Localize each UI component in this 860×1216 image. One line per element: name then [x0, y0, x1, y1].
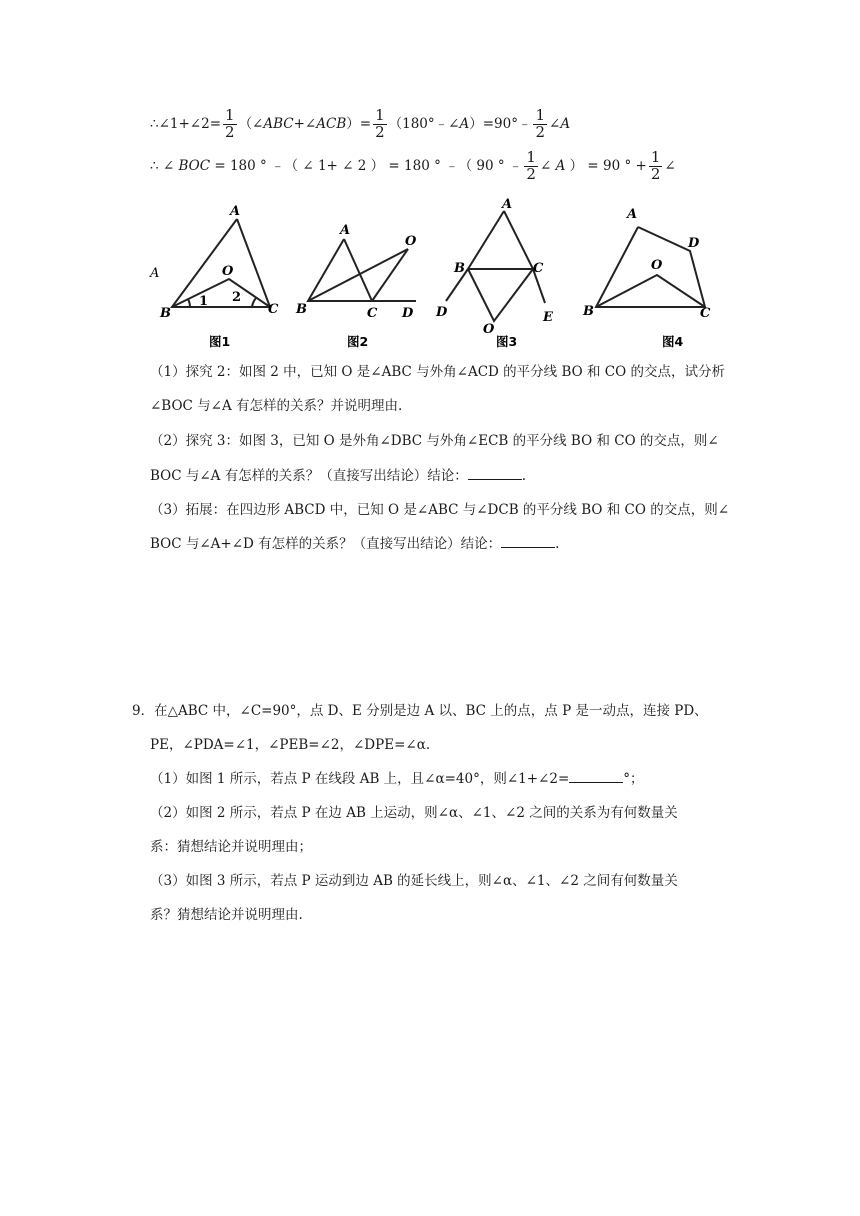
q8-part2-line1: （2）探究 3：如图 3，已知 O 是外角∠DBC 与外角∠ECB 的平分线 BO 和 CO 的交点，则∠ — [150, 433, 719, 449]
fig4-point-O: O — [651, 258, 663, 273]
derivation-var: BOC — [178, 157, 211, 174]
fig1-angle-1: 1 — [199, 294, 209, 309]
derivation-var: A — [459, 115, 470, 132]
q8-part2-line2 — [150, 464, 526, 484]
stray-label: A — [150, 266, 160, 281]
derivation-text: = 180 ° ﹣（ ∠ 1+ ∠ 2 ） = 180 ° ﹣（ 90 ° ﹣ — [210, 157, 523, 174]
derivation-text: ）=90°﹣ — [469, 115, 532, 132]
fig3-point-D: D — [436, 305, 448, 320]
fig4-caption: 图4 — [662, 334, 684, 349]
derivation-var: ACB — [316, 115, 347, 132]
fig1-point-B: B — [160, 306, 171, 321]
fraction — [533, 108, 547, 141]
fraction — [373, 108, 387, 141]
fig4-point-A: A — [627, 207, 638, 222]
fig4-point-C: C — [700, 306, 711, 321]
fraction-denominator: 2 — [375, 122, 385, 141]
derivation-line-1 — [150, 108, 570, 141]
fig1-point-C: C — [268, 302, 279, 317]
derivation-var: A — [560, 115, 571, 132]
fig2-point-A: A — [340, 223, 351, 238]
answer-blank[interactable] — [501, 535, 555, 548]
q9-line2: PE，∠PDA=∠1，∠PEB=∠2，∠DPE=∠α. — [150, 737, 431, 753]
derivation-var: ABC — [263, 115, 294, 132]
q8-part1-line2: ∠BOC 与∠A 有怎样的关系？并说明理由. — [150, 398, 403, 414]
derivation-text: ） = 90 ° + — [565, 157, 647, 174]
fraction-denominator: 2 — [650, 164, 661, 183]
fig2-point-B: B — [296, 302, 307, 317]
q8-part3-line2-text: BOC 与∠A+∠D 有怎样的关系？（直接写出结论）结论： — [150, 536, 502, 552]
figure-1 — [172, 219, 270, 307]
q8-part3-line2 — [150, 532, 559, 552]
fig3-point-O: O — [483, 322, 495, 337]
derivation-line-2 — [150, 150, 676, 183]
q9-sub3-line2: 系？猜想结论并说明理由. — [150, 907, 303, 923]
q9-sub1-text: （1）如图 1 所示，若点 P 在线段 AB 上，且∠α=40°，则∠1+∠2= — [150, 771, 570, 787]
derivation-text: ∴∠1+∠2= — [150, 115, 222, 132]
q9-sub1 — [150, 767, 644, 787]
q8-part1-line1: （1）探究 2：如图 2 中，已知 O 是∠ABC 与外角∠ACD 的平分线 BO 和 CO 的交点，试分析 — [150, 364, 725, 380]
fraction-numerator: 1 — [650, 148, 661, 166]
derivation-text: ∠ — [549, 115, 561, 132]
fig1-caption: 图1 — [209, 334, 231, 349]
fig4-point-B: B — [583, 304, 594, 319]
fraction-denominator: 2 — [535, 122, 545, 141]
derivation-text: ∠ — [664, 157, 676, 174]
derivation-text: +∠ — [293, 115, 317, 132]
derivation-var: A — [555, 157, 566, 174]
fraction-numerator: 1 — [535, 106, 545, 124]
fig3-point-E: E — [543, 310, 553, 325]
fraction-numerator: 1 — [225, 106, 235, 124]
derivation-text: ）= — [346, 115, 372, 132]
q8-part2-line2-text: BOC 与∠A 有怎样的关系？（直接写出结论）结论： — [150, 468, 468, 484]
fig2-point-C: C — [367, 306, 378, 321]
fig1-angle-2: 2 — [232, 290, 242, 305]
fig1-point-A: A — [230, 204, 241, 219]
derivation-text: ∠ — [539, 157, 556, 174]
fig1-point-O: O — [222, 264, 234, 279]
q9-sub3-line1: （3）如图 3 所示，若点 P 运动到边 AB 的延长线上，则∠α、∠1、∠2 之间有何数量关 — [150, 873, 678, 889]
q9-sub2-line1: （2）如图 2 所示，若点 P 在边 AB 上运动，则∠α、∠1、∠2 之间的关系为有何数量关 — [150, 805, 678, 821]
fraction-denominator: 2 — [225, 122, 235, 141]
fraction — [649, 150, 663, 183]
fig2-point-O: O — [405, 234, 417, 249]
fraction-denominator: 2 — [526, 164, 536, 183]
answer-blank[interactable] — [468, 467, 522, 480]
q9-sub1-end: °； — [623, 771, 644, 787]
derivation-text: （∠ — [238, 115, 264, 132]
fraction — [524, 150, 538, 183]
punctuation: . — [555, 536, 560, 552]
derivation-text: （180°﹣∠ — [388, 115, 460, 132]
fig2-point-D: D — [402, 306, 414, 321]
fig2-caption: 图2 — [347, 334, 369, 349]
q9-sub2-line2: 系：猜想结论并说明理由； — [150, 839, 312, 855]
answer-blank[interactable] — [569, 770, 623, 783]
fig3-point-A: A — [502, 197, 513, 212]
geometry-figures — [0, 195, 860, 355]
punctuation: . — [521, 468, 527, 484]
figure-2 — [308, 239, 416, 301]
fig3-point-C: C — [533, 261, 544, 276]
q8-part3-line1: （3）拓展：在四边形 ABCD 中，已知 O 是∠ABC 与∠DCB 的平分线 BO 和 CO 的交点，则∠ — [150, 502, 730, 518]
fraction — [223, 108, 237, 141]
fig3-caption: 图3 — [496, 334, 518, 349]
fraction-numerator: 1 — [526, 148, 536, 166]
derivation-text: ∴ ∠ — [150, 157, 179, 174]
fig4-point-D: D — [688, 236, 700, 251]
q9-line1: 9．在△ABC 中，∠C=90°，点 D、E 分别是边 A 以、BC 上的点，点 P 是一动点，连接 PD、 — [132, 703, 708, 719]
fig3-point-B: B — [454, 261, 465, 276]
fraction-numerator: 1 — [375, 106, 385, 124]
